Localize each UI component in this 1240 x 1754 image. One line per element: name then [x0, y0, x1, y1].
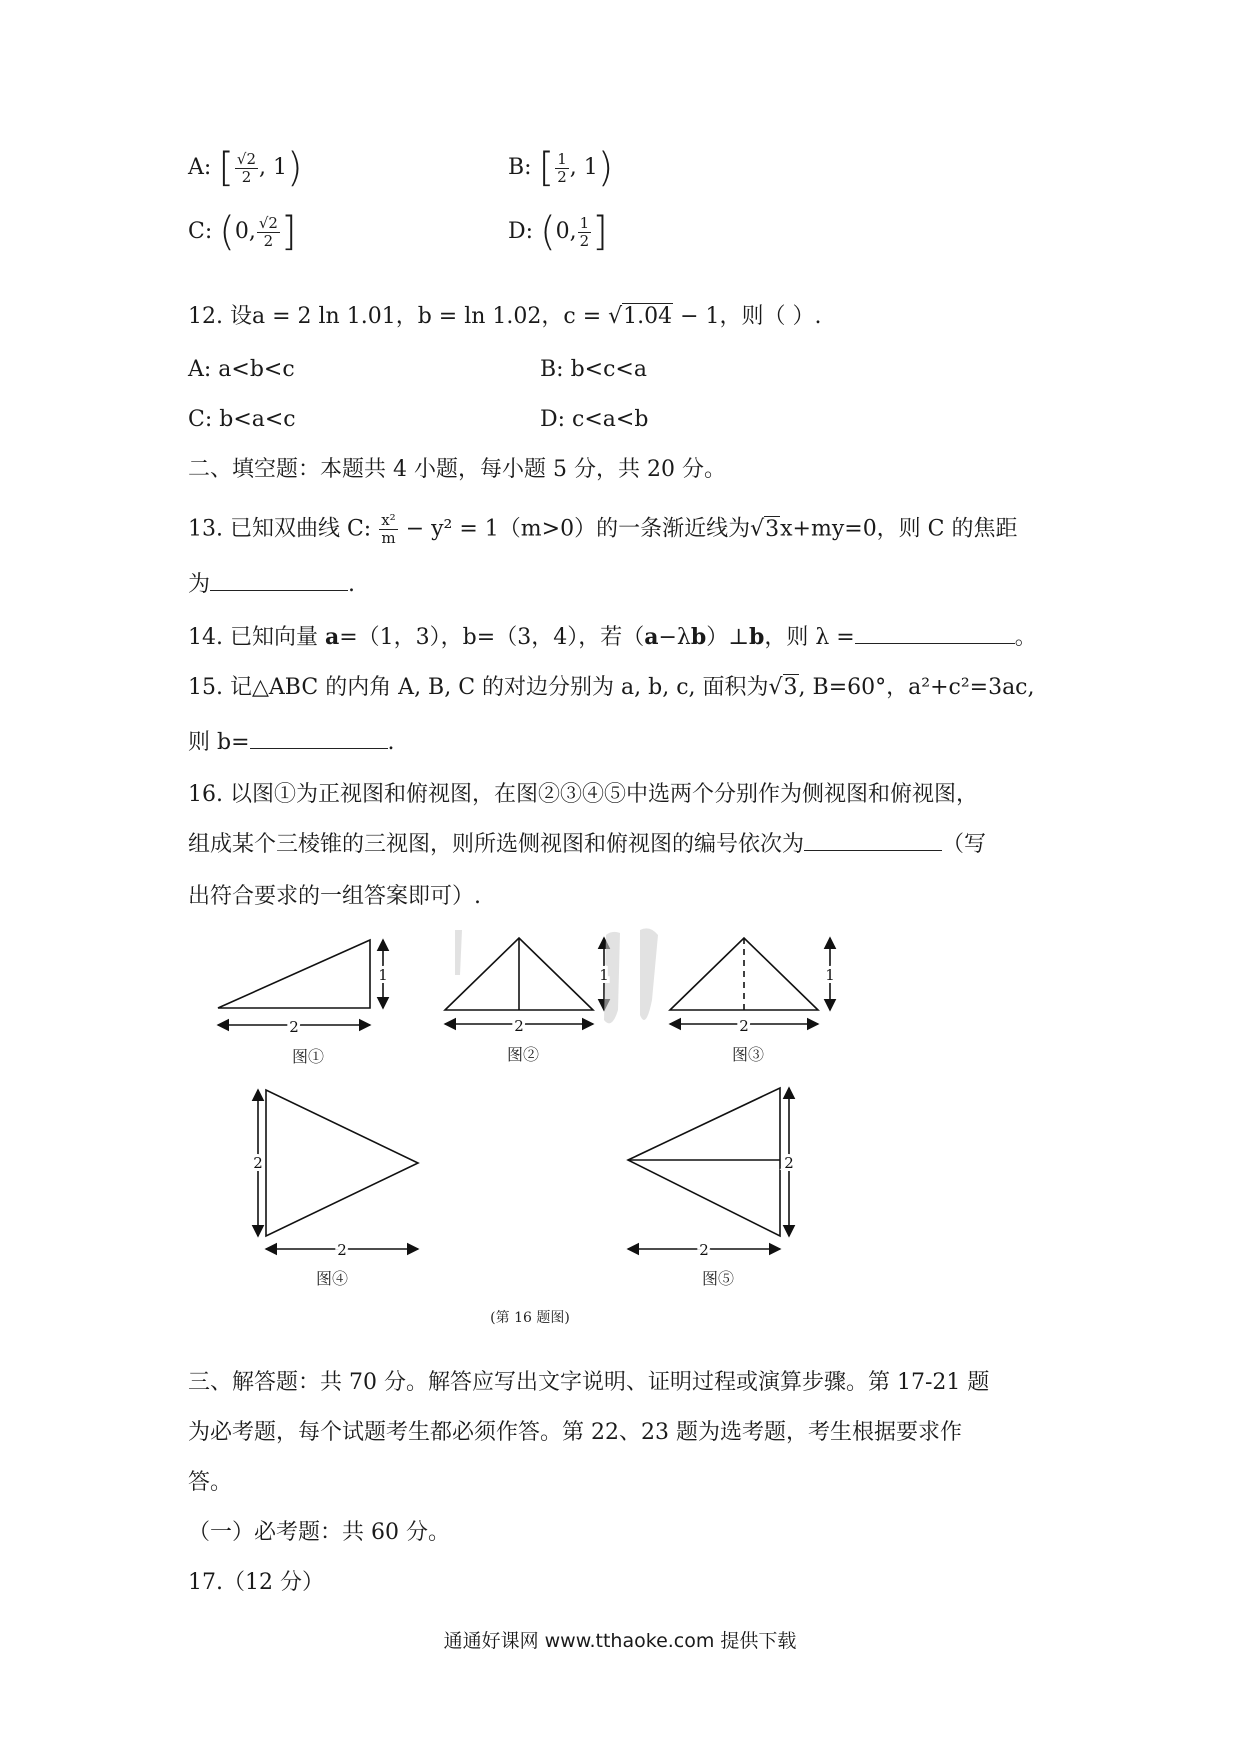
- fig2-dim-1: 1: [599, 966, 609, 984]
- fig5-dim-2-horizontal: 2: [699, 1241, 709, 1259]
- fig5-label: 图⑤: [701, 1269, 735, 1288]
- fig1-label: 图①: [291, 1047, 325, 1066]
- fig2-label: 图②: [506, 1045, 540, 1064]
- q11-option-c: C: (0, $\frac{√2}{2}$ ]: [188, 209, 297, 255]
- question-16-line1: 16. 以图①为正视图和俯视图，在图②③④⑤中选两个分别作为侧视图和俯视图，: [188, 782, 978, 807]
- q11-option-a: A: [ $\frac{√2}{2}$ , 1): [188, 145, 303, 191]
- fig3-dim-1: 1: [825, 966, 835, 984]
- question-16-line2: 组成某个三棱锥的三视图，则所选侧视图和俯视图的编号依次为 （写: [188, 832, 987, 857]
- figure-caption: (第 16 题图): [490, 1310, 570, 1326]
- fig3-dim-2: 2: [739, 1017, 749, 1035]
- section-3-line3: 答。: [188, 1470, 233, 1495]
- figure-3-triangle-dashed-altitude: [670, 938, 830, 1024]
- q11-option-b: B: [ $\frac{1}{2}$ , 1): [508, 145, 614, 191]
- question-15-line2: 则 b= .: [188, 730, 395, 755]
- figure-2-triangle-solid-altitude: [445, 938, 604, 1024]
- fig1-dim-1: 1: [378, 966, 388, 984]
- fig4-dim-2-horizontal: 2: [337, 1241, 347, 1259]
- q11-option-d: D: (0, $\frac{1}{2}$ ]: [508, 209, 608, 255]
- fig1-dim-2: 2: [289, 1018, 299, 1036]
- fig4-label: 图④: [315, 1269, 349, 1288]
- fig3-label: 图③: [731, 1045, 765, 1064]
- q12-option-d: D: c<a<b: [540, 407, 649, 432]
- section-3-subheading: （一）必考题：共 60 分。: [188, 1520, 450, 1545]
- question-16-line3: 出符合要求的一组答案即可）.: [188, 884, 481, 909]
- watermark-smudge: [455, 928, 658, 1023]
- page-footer: 通通好课网 www.tthaoke.com 提供下载: [443, 1630, 797, 1652]
- section-3-line2: 为必考题，每个试题考生都必须作答。第 22、23 题为选考题，考生根据要求作: [188, 1420, 962, 1445]
- figure-5-triangle-pointing-left: [628, 1088, 789, 1249]
- fig4-dim-2-vertical: 2: [253, 1154, 263, 1172]
- question-13-line2: 为 .: [188, 572, 356, 597]
- figure-4-triangle-pointing-right: [258, 1090, 418, 1249]
- question-15-line1: 15. 记△ABC 的内角 A, B, C 的对边分别为 a, b, c, 面积为√3, B=60°，a²+c²=3ac,: [188, 675, 1035, 700]
- q12-option-b: B: b<c<a: [540, 357, 647, 382]
- question-12-stem: 12. 设a = 2 ln 1.01，b = ln 1.02，c = √1.04 − 1，则（ ）.: [188, 304, 822, 329]
- figure-1-right-triangle: [218, 940, 383, 1025]
- q12-option-a: A: a<b<c: [188, 357, 295, 382]
- fig2-dim-2: 2: [514, 1017, 524, 1035]
- section-2-heading: 二、填空题：本题共 4 小题，每小题 5 分，共 20 分。: [188, 457, 726, 482]
- q12-option-c: C: b<a<c: [188, 407, 296, 432]
- section-3-line1: 三、解答题：共 70 分。解答应写出文字说明、证明过程或演算步骤。第 17-21 题: [188, 1370, 990, 1395]
- question-17: 17.（12 分）: [188, 1570, 324, 1595]
- question-14: 14. 已知向量 a=（1，3），b=（3，4），若（a−λb）⊥b，则 λ = 。: [188, 624, 1037, 650]
- question-13-line1: 13. 已知双曲线 C: $\frac{\text{x²}}{m}$ − y² = 1（m>0）的一条渐近线为√3x+my=0，则 C 的焦距: [188, 511, 1018, 547]
- fig5-dim-2-vertical: 2: [784, 1154, 794, 1172]
